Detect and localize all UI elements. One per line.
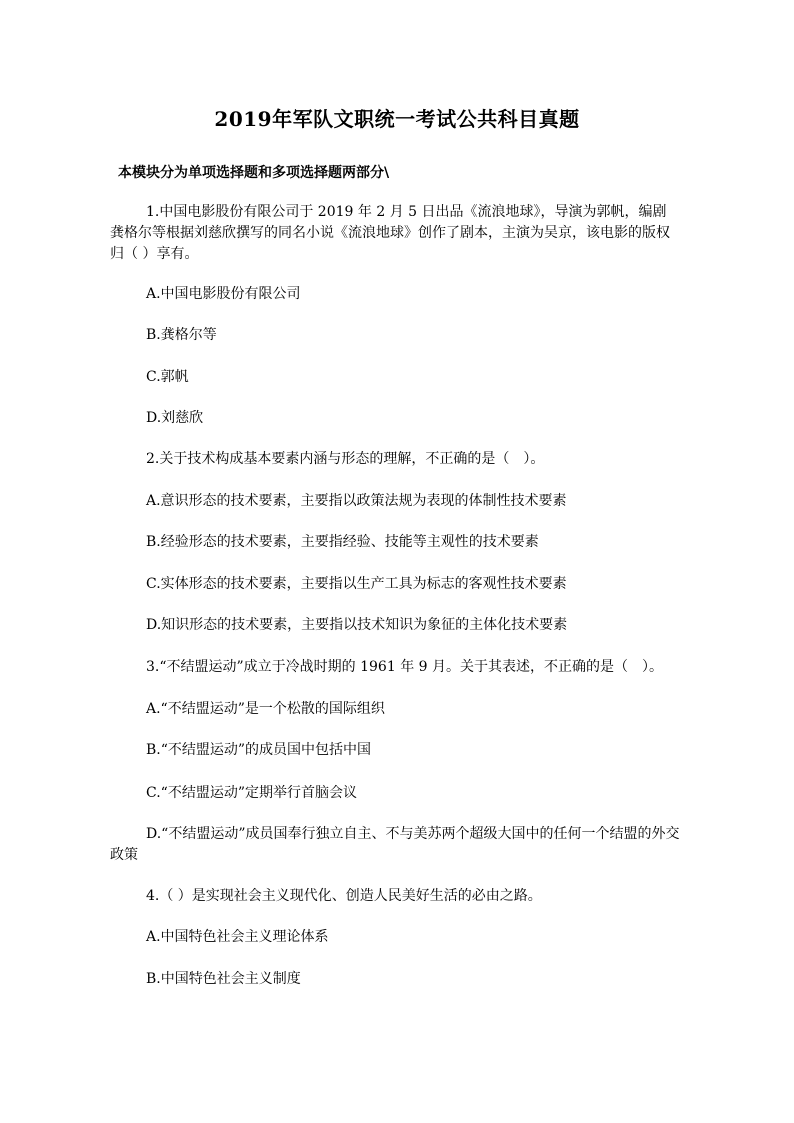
question-1-option-d: D.刘慈欣	[146, 410, 204, 426]
question-1-stem: 1.中国电影股份有限公司于 2019 年 2 月 5 日出品《流浪地球》，导演为郭帆，编剧龚格尔等根据刘慈欣撰写的同名小说《流浪地球》创作了剧本，主演为吴京，该电影的版权归（ ）享有。	[110, 204, 670, 262]
question-4-stem: 4.（ ）是实现社会主义现代化、创造人民美好生活的必由之路。	[146, 888, 542, 904]
question-3-option-b: B.“不结盟运动”的成员国中包括中国	[146, 742, 372, 758]
question-2-option-a: A.意识形态的技术要素，主要指以政策法规为表现的体制性技术要素	[146, 493, 567, 509]
question-1-option-a: A.中国电影股份有限公司	[146, 286, 301, 302]
question-2-option-c: C.实体形态的技术要素，主要指以生产工具为标志的客观性技术要素	[146, 576, 567, 592]
question-2-option-d: D.知识形态的技术要素，主要指以技术知识为象征的主体化技术要素	[146, 617, 568, 633]
section-intro: 本模块分为单项选择题和多项选择题两部分\	[118, 165, 390, 181]
question-1-option-b: B.龚格尔等	[146, 327, 217, 343]
question-2-option-b: B.经验形态的技术要素，主要指经验、技能等主观性的技术要素	[146, 534, 539, 550]
question-4-option-a: A.中国特色社会主义理论体系	[146, 929, 329, 945]
question-1-option-c: C.郭帆	[146, 369, 189, 385]
question-3-option-c: C.“不结盟运动”定期举行首脑会议	[146, 785, 357, 801]
question-2-stem: 2.关于技术构成基本要素内涵与形态的理解，不正确的是（ ）。	[146, 451, 545, 467]
question-4-option-b: B.中国特色社会主义制度	[146, 971, 301, 987]
page-title: 2019年军队文职统一考试公共科目真题	[214, 107, 580, 131]
question-3-option-d: D.“不结盟运动”成员国奉行独立自主、不与美苏两个超级大国中的任何一个结盟的外交政策	[110, 826, 680, 863]
question-3-stem: 3.“不结盟运动”成立于冷战时期的 1961 年 9 月。关于其表述，不正确的是（ ）。	[146, 659, 664, 675]
question-3-option-a: A.“不结盟运动”是一个松散的国际组织	[146, 701, 385, 717]
